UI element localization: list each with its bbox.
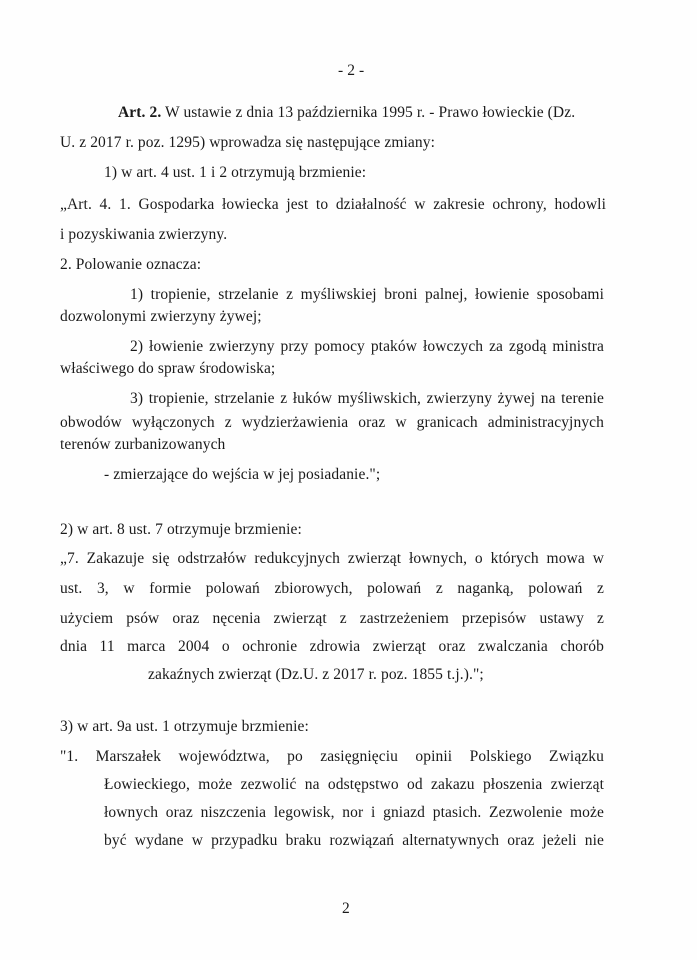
change1-p2: 2. Polowanie oznacza:	[60, 256, 202, 273]
change1-item3-line3: terenów zurbanizowanych	[60, 436, 226, 453]
change3-line4: być wydane w przypadku braku rozwiązań alternatywnych oraz jeżeli nie	[104, 832, 604, 849]
change1-item3-line2: obwodów wyłączonych z wydzierżawienia oraz w granicach administracyjnych	[60, 414, 604, 431]
change1-item3-line1: 3) tropienie, strzelanie z łuków myśliwskich, zwierzyny żywej na terenie	[130, 390, 604, 407]
change1-item1-line1: 1) tropienie, strzelanie z myśliwskiej broni palnej, łowienie sposobami	[130, 286, 604, 303]
change1-p1-line1: „Art. 4. 1. Gospodarka łowiecka jest to działalność w zakresie ochrony, hodowli	[60, 196, 606, 213]
change2-line3: użyciem psów oraz nęcenia zwierząt z zastrzeżeniem przepisów ustawy z	[60, 610, 604, 627]
change3-intro: 3) w art. 9a ust. 1 otrzymuje brzmienie:	[60, 718, 309, 735]
change3-line1: "1. Marszałek województwa, po zasięgnięciu opinii Polskiego Związku	[60, 748, 604, 765]
change1-item2-line2: właściwego do spraw środowiska;	[60, 360, 276, 377]
change3-line3: łownych oraz niszczenia legowisk, nor i gniazd ptasich. Zezwolenie może	[104, 804, 604, 821]
change1-p1-line2: i pozyskiwania zwierzyny.	[60, 226, 228, 243]
change3-line2: Łowieckiego, może zezwolić na odstępstwo od zakazu płoszenia zwierząt	[104, 776, 604, 793]
change2-intro: 2) w art. 8 ust. 7 otrzymuje brzmienie:	[60, 521, 302, 538]
change1-item2-line1: 2) łowienie zwierzyny przy pomocy ptaków łowczych za zgodą ministra	[130, 338, 604, 355]
art2-label: Art. 2.	[118, 104, 162, 121]
change2-line1: „7. Zakazuje się odstrzałów redukcyjnych zwierząt łownych, o których mowa w	[60, 550, 604, 567]
footer-page-number: 2	[342, 900, 350, 917]
change1-closing: - zmierzające do wejścia w jej posiadanie.";	[104, 466, 381, 483]
change2-line5: zakaźnych zwierząt (Dz.U. z 2017 r. poz. 1855 t.j.).";	[148, 666, 484, 683]
header-page-marker: - 2 -	[338, 62, 365, 79]
art2-line1-text: W ustawie z dnia 13 października 1995 r. - Prawo łowieckie (Dz.	[165, 104, 576, 121]
art2-line-2: U. z 2017 r. poz. 1295) wprowadza się następujące zmiany:	[60, 134, 435, 151]
change1-intro: 1) w art. 4 ust. 1 i 2 otrzymują brzmienie:	[104, 164, 367, 181]
change1-item1-line2: dozwolonymi zwierzyny żywej;	[60, 308, 262, 325]
change2-line2: ust. 3, w formie polowań zbiorowych, polowań z naganką, polowań z	[60, 580, 604, 597]
art2-line-1	[118, 104, 575, 122]
change2-line4: dnia 11 marca 2004 o ochronie zdrowia zwierząt oraz zwalczania chorób	[60, 638, 604, 655]
